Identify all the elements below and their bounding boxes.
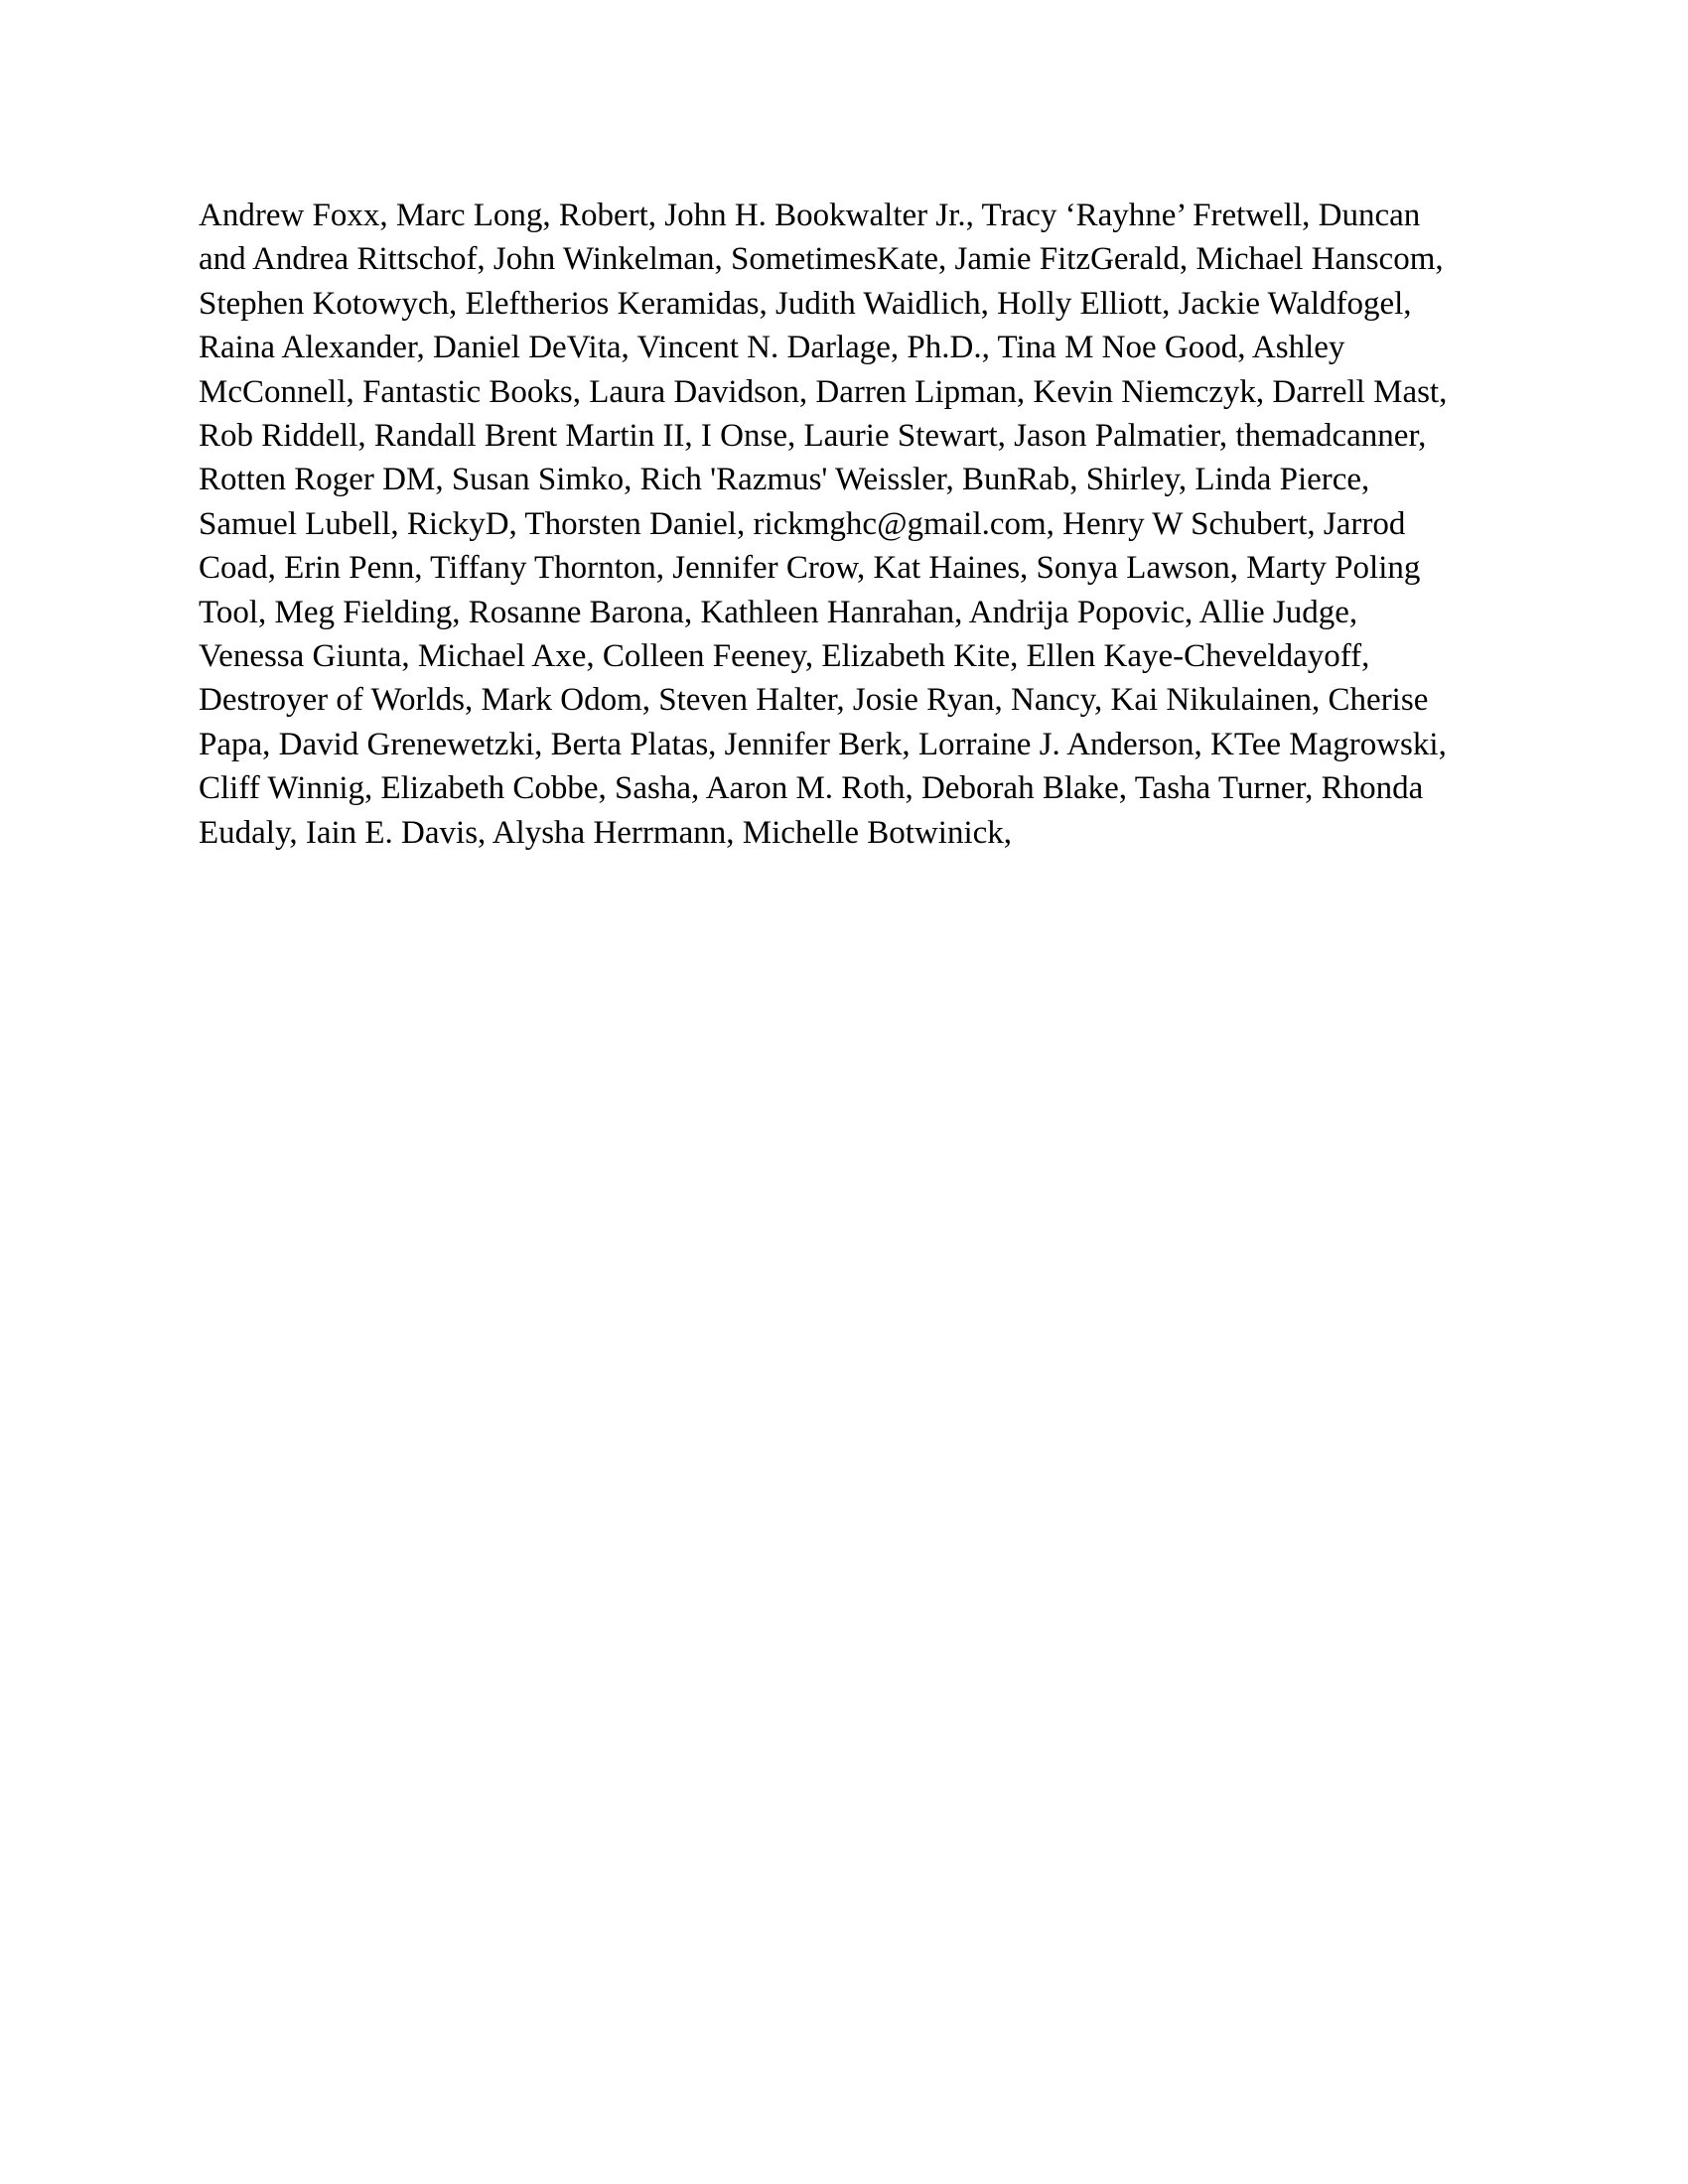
- text-line: Andrew Foxx, Marc Long, Robert, John H. Bookwalter Jr., Tracy ‘Rayhne’ Fretwell, Duncan: [199, 198, 1421, 233]
- text-line: and Andrea Rittschof, John Winkelman, SometimesKate, Jamie FitzGerald, Michael Hanscom,: [199, 241, 1444, 278]
- name-list-paragraph: [199, 194, 1529, 855]
- text-line: McConnell, Fantastic Books, Laura Davidson, Darren Lipman, Kevin Niemczyk, Darrell Mast,: [199, 373, 1448, 410]
- text-line: Venessa Giunta, Michael Axe, Colleen Feeney, Elizabeth Kite, Ellen Kaye-Cheveldayoff,: [199, 638, 1370, 675]
- text-line: Stephen Kotowych, Eleftherios Keramidas, Judith Waidlich, Holly Elliott, Jackie Waldfogel,: [199, 285, 1412, 322]
- text-line: Rotten Roger DM, Susan Simko, Rich 'Razmus' Weissler, BunRab, Shirley, Linda Pierce,: [199, 462, 1370, 498]
- text-line: Samuel Lubell, RickyD, Thorsten Daniel, rickmghc@gmail.com, Henry W Schubert, Jarrod: [199, 505, 1406, 542]
- text-line: Coad, Erin Penn, Tiffany Thornton, Jennifer Crow, Kat Haines, Sonya Lawson, Marty Poling: [199, 550, 1421, 587]
- text-line: Destroyer of Worlds, Mark Odom, Steven Halter, Josie Ryan, Nancy, Kai Nikulainen, Cherise: [199, 682, 1429, 719]
- text-line: Eudaly, Iain E. Davis, Alysha Herrmann, Michelle Botwinick,: [199, 814, 1013, 851]
- text-line: Rob Riddell, Randall Brent Martin II, I Onse, Laurie Stewart, Jason Palmatier, themadcanner,: [199, 418, 1427, 455]
- text-line: Tool, Meg Fielding, Rosanne Barona, Kathleen Hanrahan, Andrija Popovic, Allie Judge,: [199, 594, 1358, 630]
- text-line: Cliff Winnig, Elizabeth Cobbe, Sasha, Aaron M. Roth, Deborah Blake, Tasha Turner, Rhonda: [199, 770, 1424, 807]
- text-line: Papa, David Grenewetzki, Berta Platas, Jennifer Berk, Lorraine J. Anderson, KTee Magrowski,: [199, 726, 1447, 762]
- text-line: Raina Alexander, Daniel DeVita, Vincent N. Darlage, Ph.D., Tina M Noe Good, Ashley: [199, 330, 1345, 366]
